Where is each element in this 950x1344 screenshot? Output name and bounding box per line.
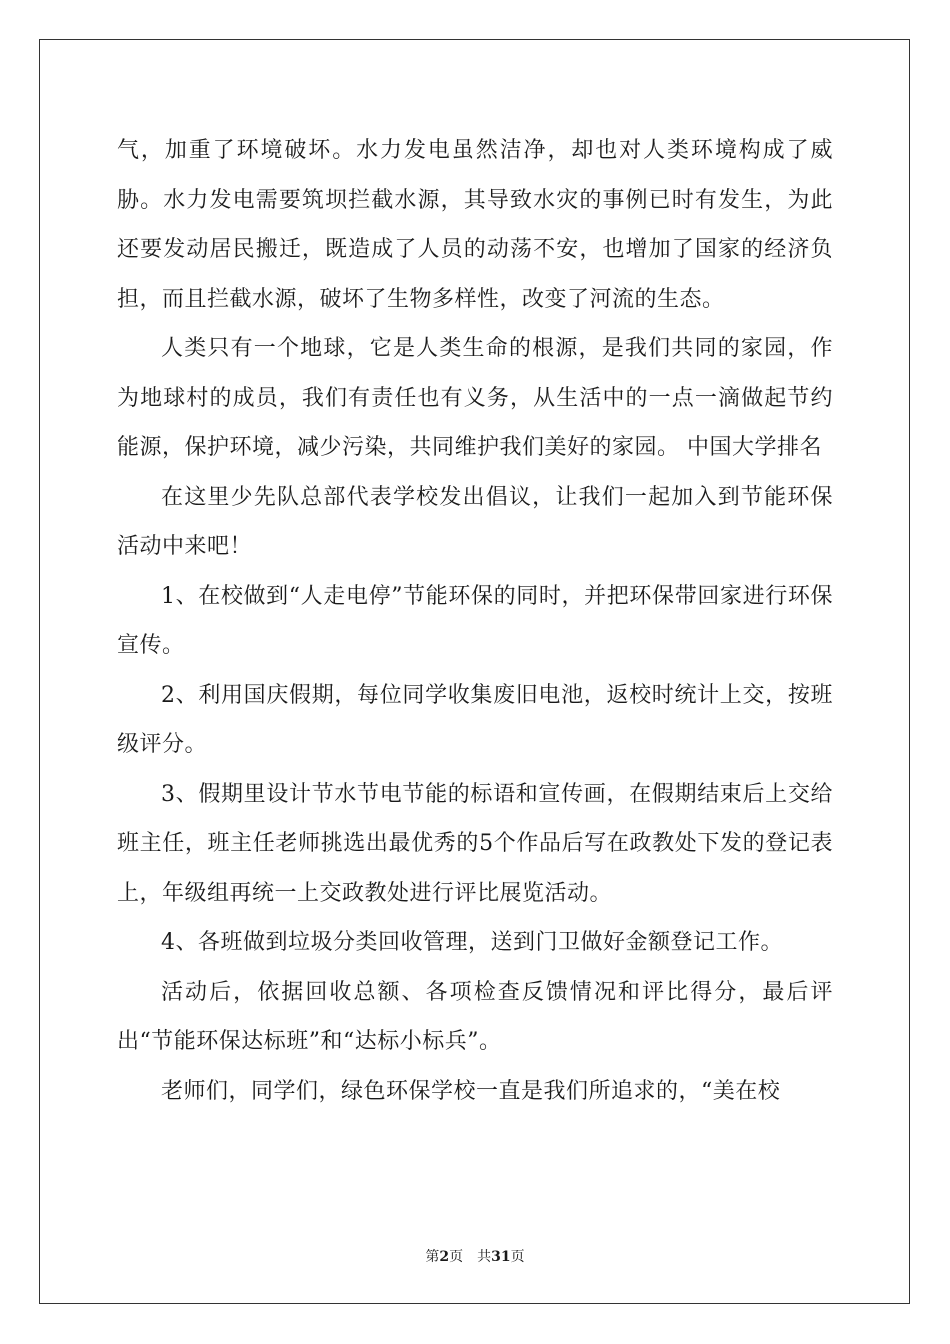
page-number: 2 <box>439 1249 450 1265</box>
paragraph-2: 人类只有一个地球，它是人类生命的根源，是我们共同的家园，作为地球村的成员，我们有责任也有义务，从生活中的一点一滴做起节约能源，保护环境，减少污染，共同维护我们美好的家园。 中国大学排名 <box>117 336 833 460</box>
paragraph-5: 2、利用国庆假期，每位同学收集废旧电池，返校时统计上交，按班级评分。 <box>117 682 833 757</box>
paragraph-1: 气，加重了环境破坏。水力发电虽然洁净，却也对人类环境构成了威胁。水力发电需要筑坝拦截水源，其导致水灾的事例已时有发生，为此还要发动居民搬迁，既造成了人员的动荡不安，也增加了国家的经济负担，而且拦截水源，破坏了生物多样性，改变了河流的生态。 <box>117 138 833 312</box>
paragraph-4: 1、在校做到“人走电停”节能环保的同时，并把环保带回家进行环保宣传。 <box>117 583 833 658</box>
paragraph-6: 3、假期里设计节水节电节能的标语和宣传画，在假期结束后上交给班主任，班主任老师挑选出最优秀的5个作品后写在政教处下发的登记表上，年级组再统一上交政教处进行评比展览活动。 <box>117 781 833 906</box>
paragraph-9: 老师们，同学们，绿色环保学校一直是我们所追求的，“美在校 <box>161 1078 781 1104</box>
total-suffix: 页 <box>510 1249 525 1265</box>
page-suffix: 页 <box>449 1249 464 1265</box>
total-pages: 31 <box>491 1249 511 1265</box>
paragraph-3: 在这里少先队总部代表学校发出倡议，让我们一起加入到节能环保活动中来吧！ <box>117 484 833 559</box>
document-body <box>117 126 833 1116</box>
page-prefix: 第 <box>425 1249 440 1265</box>
paragraph-7: 4、各班做到垃圾分类回收管理，送到门卫做好金额登记工作。 <box>161 930 783 955</box>
total-prefix: 共 <box>477 1249 492 1265</box>
paragraph-8: 活动后，依据回收总额、各项检查反馈情况和评比得分，最后评出“节能环保达标班”和“达标小标兵”。 <box>117 979 833 1054</box>
page-footer <box>0 1246 950 1266</box>
